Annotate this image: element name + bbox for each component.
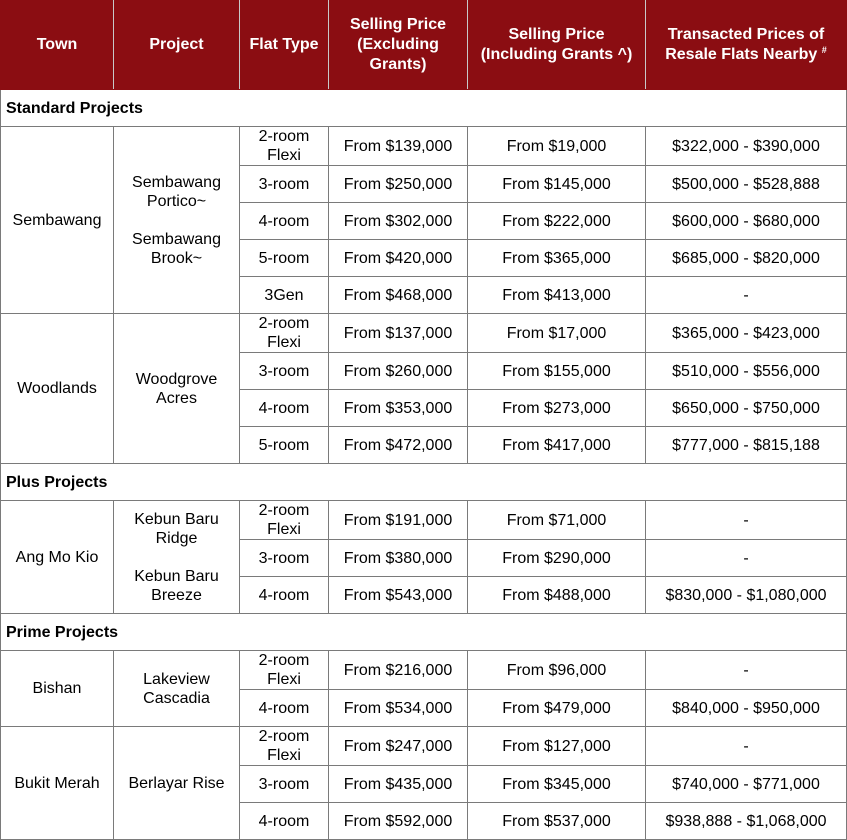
price-inc-cell: From $222,000 [468, 203, 646, 240]
project-name: Kebun Baru Ridge [134, 510, 219, 547]
project-cell: Lakeview Cascadia [114, 651, 240, 727]
town-cell: Sembawang [1, 127, 114, 314]
price-inc-cell: From $290,000 [468, 540, 646, 577]
resale-cell: $830,000 - $1,080,000 [646, 577, 847, 614]
table-row [1, 127, 847, 166]
flat-type-cell: 2-room Flexi [240, 314, 329, 353]
header-price-excluding-grants: Selling Price (Excluding Grants) [329, 1, 468, 90]
project-name: Sembawang Portico~ [132, 173, 221, 210]
flat-type-cell: 3-room [240, 766, 329, 803]
resale-cell: - [646, 651, 847, 690]
project-cell: Woodgrove Acres [114, 314, 240, 464]
resale-cell: $510,000 - $556,000 [646, 353, 847, 390]
flat-type-cell: 5-room [240, 240, 329, 277]
flat-type-cell: 4-room [240, 203, 329, 240]
flat-type-cell: 4-room [240, 803, 329, 840]
resale-cell: $777,000 - $815,188 [646, 427, 847, 464]
resale-cell: - [646, 540, 847, 577]
header-resale-label: Transacted Prices of Resale Flats Nearby [665, 26, 825, 63]
section-label: Standard Projects [1, 90, 847, 127]
flat-type-cell: 4-room [240, 690, 329, 727]
flat-type-cell: 3Gen [240, 277, 329, 314]
price-ex-cell: From $435,000 [329, 766, 468, 803]
resale-cell: $840,000 - $950,000 [646, 690, 847, 727]
price-ex-cell: From $472,000 [329, 427, 468, 464]
section-row-prime [1, 614, 847, 651]
price-ex-cell: From $260,000 [329, 353, 468, 390]
price-inc-cell: From $488,000 [468, 577, 646, 614]
town-cell: Woodlands [1, 314, 114, 464]
resale-cell: $740,000 - $771,000 [646, 766, 847, 803]
flat-type-cell: 3-room [240, 540, 329, 577]
price-ex-cell: From $247,000 [329, 727, 468, 766]
resale-cell: $365,000 - $423,000 [646, 314, 847, 353]
table-row [1, 651, 847, 690]
price-ex-cell: From $139,000 [329, 127, 468, 166]
flat-type-cell: 2-room Flexi [240, 727, 329, 766]
town-cell: Bishan [1, 651, 114, 727]
project-cell [114, 501, 240, 614]
price-ex-cell: From $592,000 [329, 803, 468, 840]
price-inc-cell: From $479,000 [468, 690, 646, 727]
flat-type-cell: 3-room [240, 353, 329, 390]
project-name: Kebun Baru Breeze [134, 567, 219, 604]
section-row-standard [1, 90, 847, 127]
resale-cell: $500,000 - $528,888 [646, 166, 847, 203]
flat-type-cell: 4-room [240, 390, 329, 427]
price-inc-cell: From $17,000 [468, 314, 646, 353]
flat-type-cell: 3-room [240, 166, 329, 203]
price-ex-cell: From $216,000 [329, 651, 468, 690]
project-cell [114, 127, 240, 314]
resale-cell: $938,888 - $1,068,000 [646, 803, 847, 840]
resale-cell: $685,000 - $820,000 [646, 240, 847, 277]
price-inc-cell: From $155,000 [468, 353, 646, 390]
price-inc-cell: From $127,000 [468, 727, 646, 766]
price-ex-cell: From $420,000 [329, 240, 468, 277]
table-row [1, 314, 847, 353]
project-cell: Berlayar Rise [114, 727, 240, 840]
price-inc-cell: From $365,000 [468, 240, 646, 277]
price-ex-cell: From $543,000 [329, 577, 468, 614]
price-inc-cell: From $413,000 [468, 277, 646, 314]
resale-cell: $322,000 - $390,000 [646, 127, 847, 166]
flat-type-cell: 2-room Flexi [240, 651, 329, 690]
price-ex-cell: From $534,000 [329, 690, 468, 727]
price-inc-cell: From $273,000 [468, 390, 646, 427]
resale-cell: $650,000 - $750,000 [646, 390, 847, 427]
flat-type-cell: 5-room [240, 427, 329, 464]
header-price-including-grants: Selling Price (Including Grants ^) [468, 1, 646, 90]
table-row [1, 727, 847, 766]
header-flat-type: Flat Type [240, 1, 329, 90]
header-row [1, 1, 847, 90]
price-ex-cell: From $302,000 [329, 203, 468, 240]
price-inc-cell: From $71,000 [468, 501, 646, 540]
flat-type-cell: 4-room [240, 577, 329, 614]
table-row [1, 501, 847, 540]
price-inc-cell: From $417,000 [468, 427, 646, 464]
town-cell: Bukit Merah [1, 727, 114, 840]
town-cell: Ang Mo Kio [1, 501, 114, 614]
project-name: Sembawang Brook~ [132, 230, 221, 267]
price-ex-cell: From $380,000 [329, 540, 468, 577]
price-inc-cell: From $96,000 [468, 651, 646, 690]
price-ex-cell: From $191,000 [329, 501, 468, 540]
price-inc-cell: From $19,000 [468, 127, 646, 166]
section-row-plus [1, 464, 847, 501]
header-project: Project [114, 1, 240, 90]
price-ex-cell: From $250,000 [329, 166, 468, 203]
header-resale-footnote-mark: # [821, 45, 827, 55]
resale-cell: - [646, 277, 847, 314]
price-ex-cell: From $353,000 [329, 390, 468, 427]
price-inc-cell: From $537,000 [468, 803, 646, 840]
section-label: Prime Projects [1, 614, 847, 651]
flat-type-cell: 2-room Flexi [240, 127, 329, 166]
price-ex-cell: From $137,000 [329, 314, 468, 353]
header-town: Town [1, 1, 114, 90]
header-resale-prices [646, 1, 847, 90]
price-inc-cell: From $145,000 [468, 166, 646, 203]
resale-cell: - [646, 501, 847, 540]
price-inc-cell: From $345,000 [468, 766, 646, 803]
resale-cell: - [646, 727, 847, 766]
resale-cell: $600,000 - $680,000 [646, 203, 847, 240]
flat-type-cell: 2-room Flexi [240, 501, 329, 540]
section-label: Plus Projects [1, 464, 847, 501]
price-ex-cell: From $468,000 [329, 277, 468, 314]
